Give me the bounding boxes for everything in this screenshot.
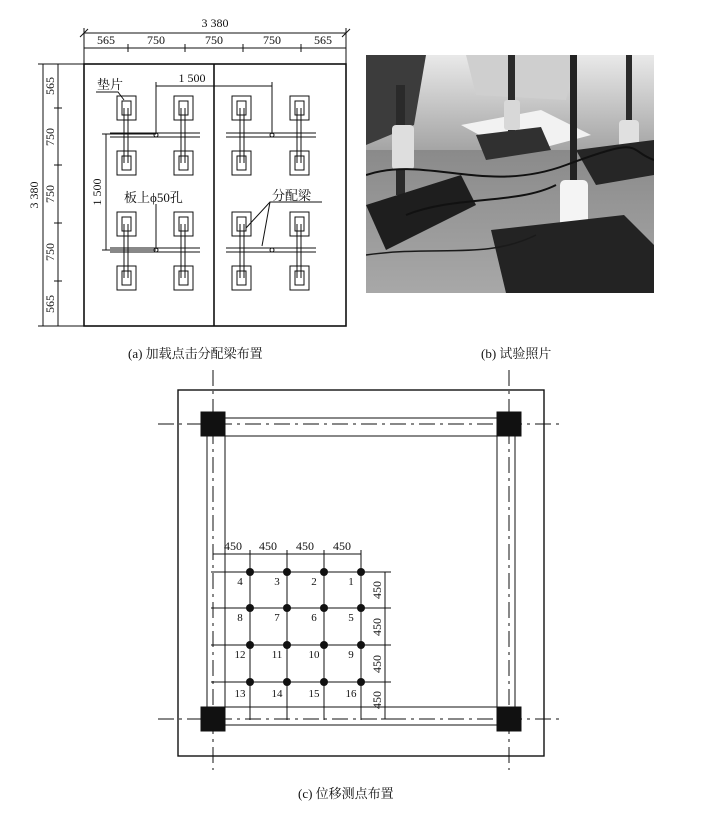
measuring-point-label: 13	[234, 688, 246, 700]
segment-label: 750	[147, 33, 165, 47]
caption-a: (a) 加载点击分配梁布置	[128, 346, 263, 361]
measuring-point	[357, 641, 365, 649]
grid-dim-label: 450	[370, 691, 384, 709]
measuring-point-label: 15	[308, 688, 320, 700]
measuring-point	[320, 568, 328, 576]
measuring-point-label: 11	[271, 649, 283, 661]
measuring-point	[357, 568, 365, 576]
caption-c: (c) 位移测点布置	[298, 786, 394, 801]
segment-label: 750	[205, 33, 223, 47]
grid-dim-label: 450	[370, 618, 384, 636]
measuring-point	[357, 604, 365, 612]
measuring-point	[283, 568, 291, 576]
measuring-point-label: 1	[348, 576, 354, 588]
measuring-point	[246, 568, 254, 576]
measuring-point-label: 5	[348, 612, 354, 624]
segment-label: 750	[43, 243, 57, 261]
hole-label: 板上ϕ50孔	[124, 190, 183, 205]
overall-width-label: 3 380	[201, 16, 229, 30]
measuring-point-label: 4	[237, 576, 243, 588]
measuring-point-label: 3	[274, 576, 280, 588]
measuring-point	[320, 678, 328, 686]
grid-dim-label: 450	[370, 581, 384, 599]
measuring-point-label: 8	[237, 612, 243, 624]
grid-dim-label: 450	[259, 539, 277, 553]
measuring-point-label: 2	[311, 576, 317, 588]
measuring-point	[320, 604, 328, 612]
measuring-point-label: 12	[234, 649, 246, 661]
measuring-point	[283, 678, 291, 686]
pad-label: 垫片	[97, 77, 124, 92]
measuring-point	[357, 678, 365, 686]
measuring-point	[246, 641, 254, 649]
horizontal-spacing-label: 1 500	[178, 71, 206, 85]
grid-dim-label: 450	[296, 539, 314, 553]
segment-label: 565	[97, 33, 115, 47]
overall-height-label: 3 380	[27, 181, 41, 209]
measuring-point-label: 6	[311, 612, 317, 624]
measuring-point-label: 14	[271, 688, 283, 700]
grid-dim-label: 450	[370, 655, 384, 673]
grid-dim-label: 450	[333, 539, 351, 553]
segment-label: 750	[263, 33, 281, 47]
measuring-point-label: 16	[345, 688, 357, 700]
segment-label: 565	[43, 77, 57, 95]
measuring-point	[283, 641, 291, 649]
measuring-point	[283, 604, 291, 612]
measuring-point	[246, 678, 254, 686]
measuring-point	[246, 604, 254, 612]
segment-label: 750	[43, 185, 57, 203]
distribution-beam-label: 分配梁	[272, 188, 312, 203]
grid-dim-label: 450	[224, 539, 242, 553]
measuring-point-label: 9	[348, 649, 354, 661]
segment-label: 565	[314, 33, 332, 47]
segment-label: 565	[43, 295, 57, 313]
segment-label: 750	[43, 128, 57, 146]
measuring-point	[320, 641, 328, 649]
vertical-spacing-label: 1 500	[90, 178, 104, 206]
test-photo	[366, 55, 654, 293]
measuring-point-label: 7	[274, 612, 280, 624]
measuring-point-label: 10	[308, 649, 320, 661]
caption-b: (b) 试验照片	[481, 346, 552, 361]
